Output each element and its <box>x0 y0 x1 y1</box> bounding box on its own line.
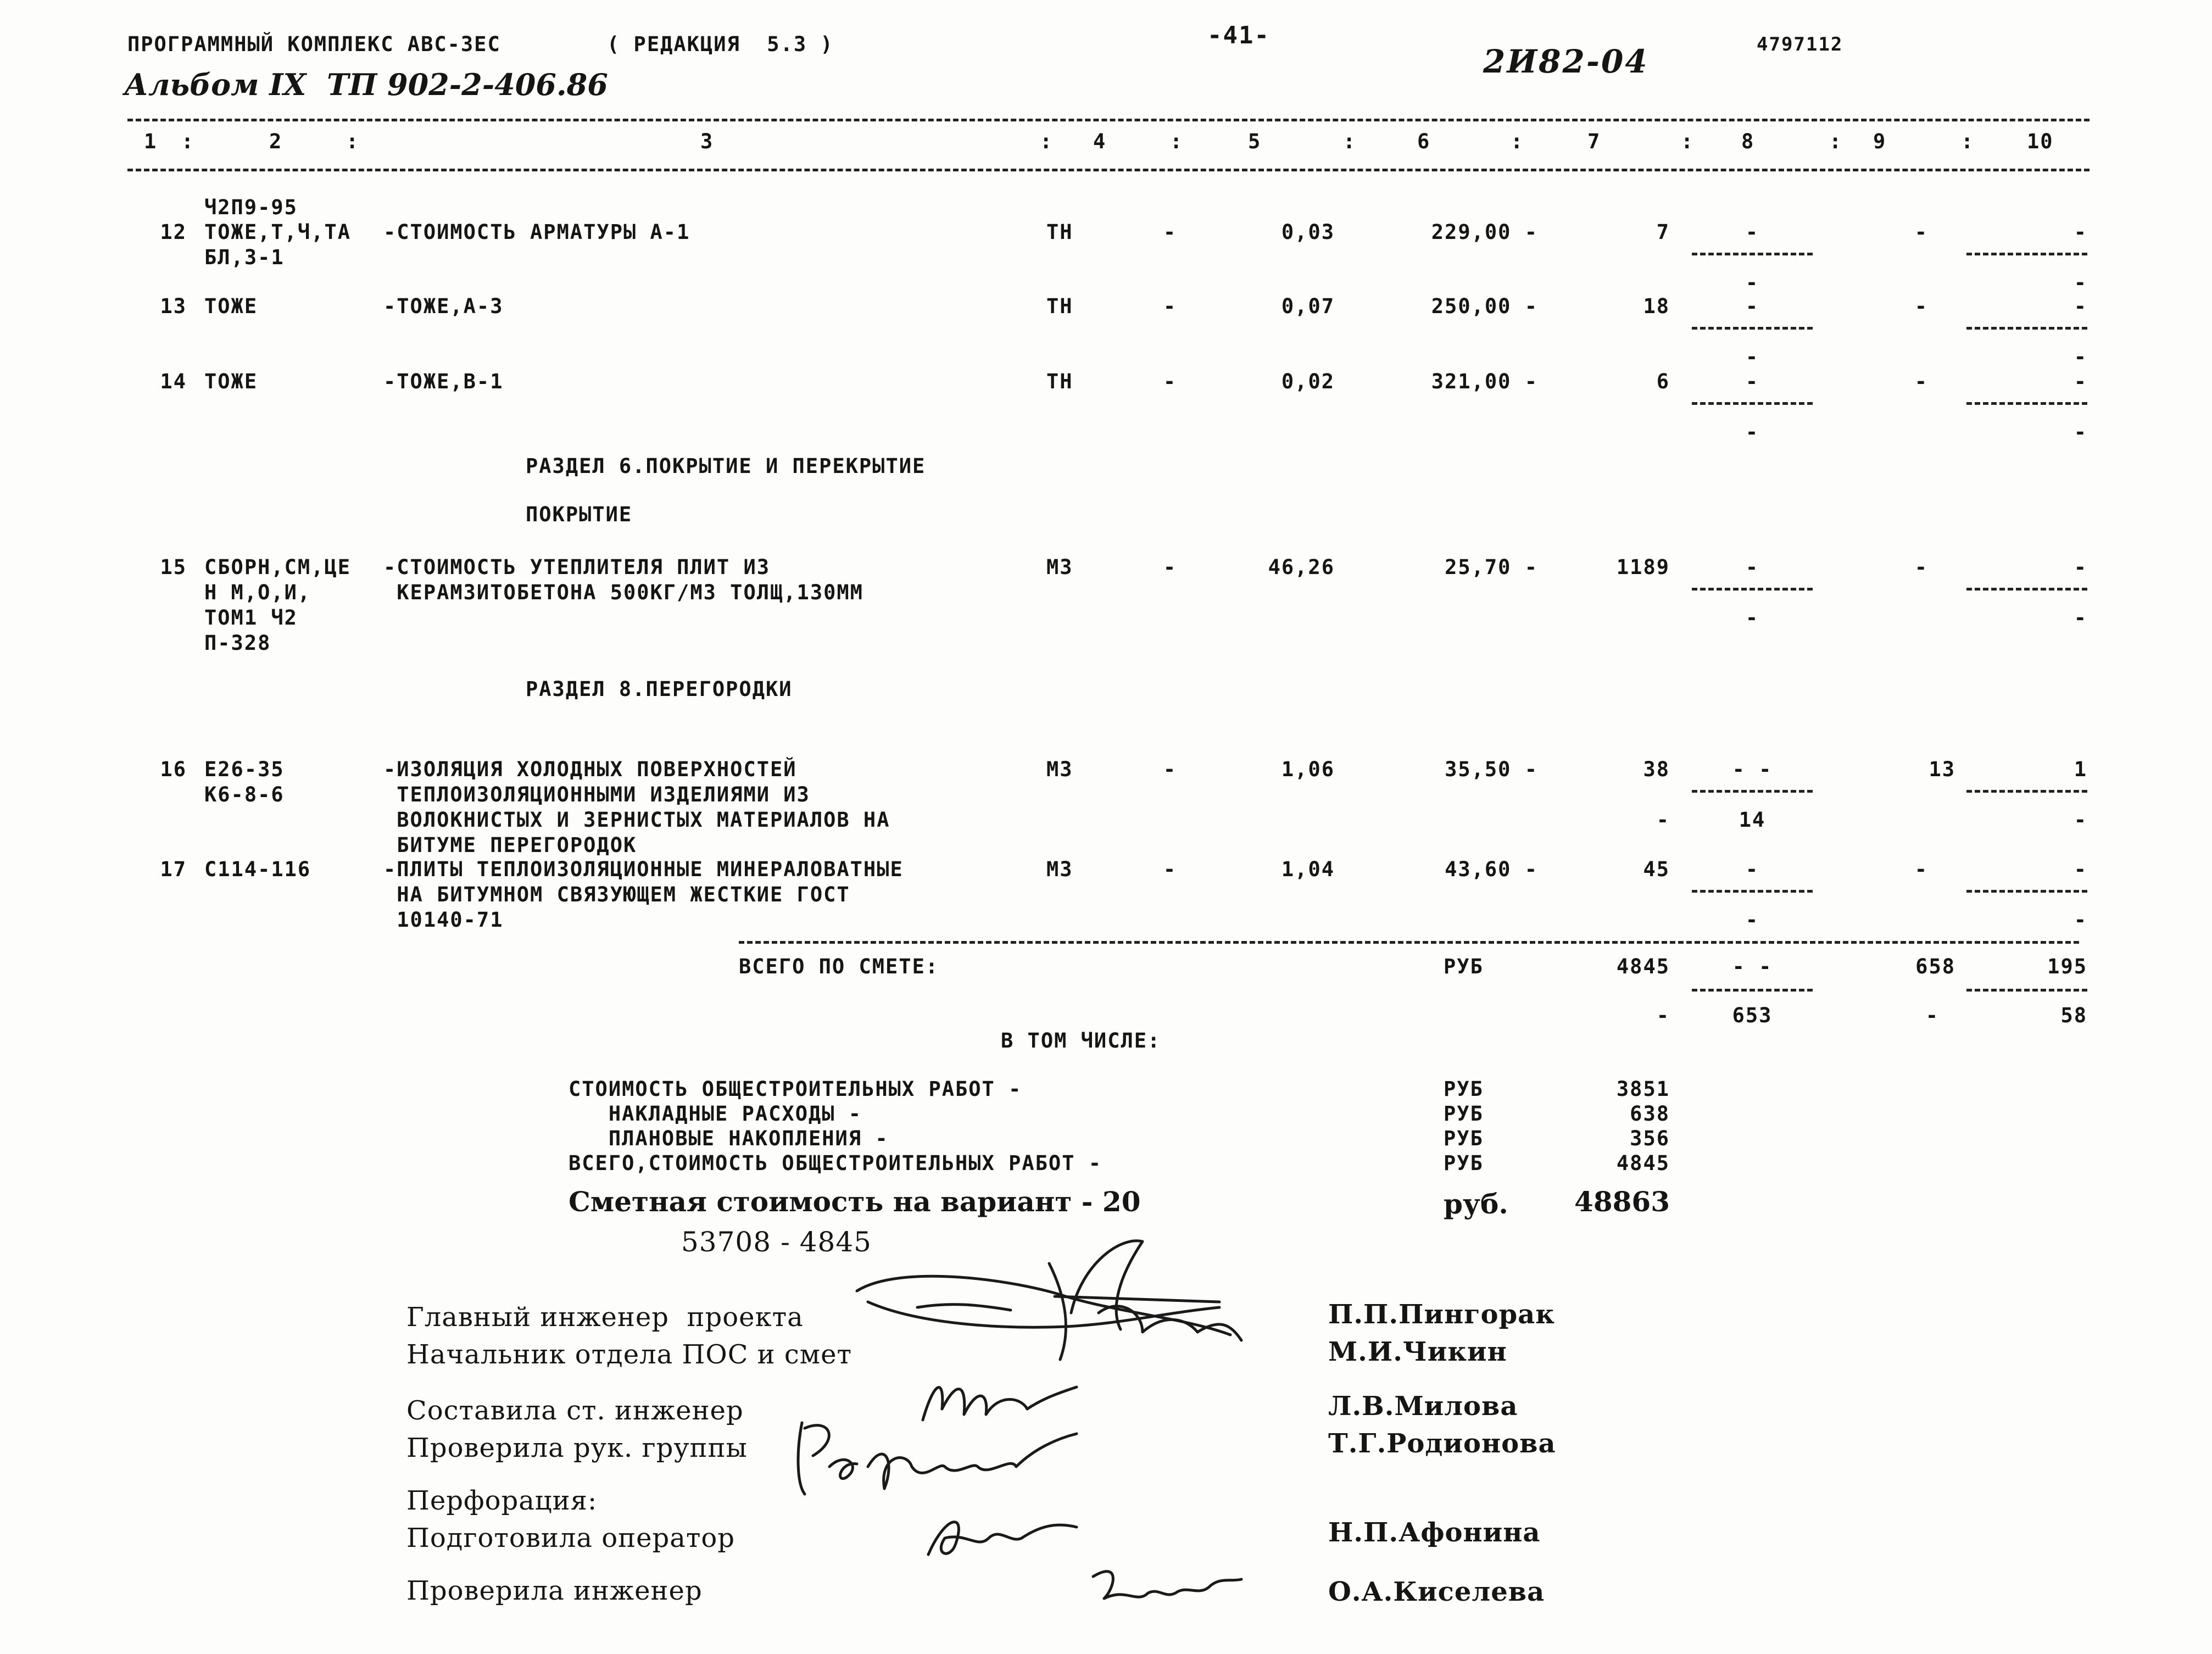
signature-kiseleva <box>1082 1555 1247 1620</box>
row-total: 18 <box>1643 294 1670 318</box>
column-header-3: 3 <box>700 130 714 153</box>
row-col9: 13 <box>1929 758 1955 781</box>
row-col8: - <box>1745 220 1759 244</box>
row-col5: - <box>1163 758 1177 781</box>
including-line-value: 356 <box>1630 1127 1670 1150</box>
row-unit-price: 229,00 - <box>1431 220 1538 244</box>
row-quantity: 0,03 <box>1281 220 1335 244</box>
row-description: -СТОИМОСТЬ УТЕПЛИТЕЛЯ ПЛИТ ИЗ <box>383 555 771 579</box>
row-col8-rule <box>1692 588 1813 591</box>
row-unit: ТН <box>1046 294 1073 318</box>
header-rule-bottom <box>127 169 2090 171</box>
including-line-value: 4845 <box>1616 1151 1670 1175</box>
row-total: 6 <box>1656 370 1670 393</box>
signatory-role: Главный инженер проекта <box>406 1302 804 1333</box>
row-unit: М3 <box>1046 555 1073 579</box>
row-col10: - <box>2074 555 2087 579</box>
row-col5: - <box>1163 857 1177 881</box>
row-quantity: 46,26 <box>1268 555 1335 579</box>
row-col10-rule <box>1966 890 2087 893</box>
totals-col9: 658 <box>1915 955 1955 978</box>
including-line-unit: РУБ <box>1444 1127 1484 1150</box>
row-col10-rule <box>1966 253 2087 255</box>
signature-afonina <box>912 1505 1099 1571</box>
signatory-name: Л.В.Милова <box>1328 1391 1518 1422</box>
column-separator: : <box>1511 130 1524 153</box>
row-number: 14 <box>160 370 187 393</box>
column-separator: : <box>1681 130 1695 153</box>
column-header-8: 8 <box>1741 130 1755 153</box>
edition-label: ( РЕДАКЦИЯ 5.3 ) <box>607 32 834 56</box>
row-description: НА БИТУМНОМ СВЯЗУЮЩЕМ ЖЕСТКИЕ ГОСТ <box>383 883 850 906</box>
totals-col8-sub: 653 <box>1732 1004 1773 1027</box>
row-total: 45 <box>1643 857 1670 881</box>
totals-col9-sub: - <box>1925 1004 1939 1027</box>
row-col8-sub: - <box>1745 606 1759 630</box>
including-line-label: ВСЕГО,СТОИМОСТЬ ОБЩЕСТРОИТЕЛЬНЫХ РАБОТ - <box>569 1151 1102 1175</box>
row-col5: - <box>1163 220 1177 244</box>
column-separator: : <box>1040 130 1054 153</box>
row-number: 13 <box>160 294 187 318</box>
totals-col8: - - <box>1732 955 1773 978</box>
row-quantity: 0,02 <box>1281 370 1335 393</box>
row-description: ВОЛОКНИСТЫХ И ЗЕРНИСТЫХ МАТЕРИАЛОВ НА <box>383 808 890 832</box>
signatory-name: Н.П.Афонина <box>1328 1517 1541 1548</box>
row-unit: М3 <box>1046 758 1073 781</box>
row-col5: - <box>1163 370 1177 393</box>
signatory-role: Составила ст. инженер <box>406 1395 744 1426</box>
row-total: 1189 <box>1616 555 1670 579</box>
column-header-7: 7 <box>1587 130 1601 153</box>
row-code: П-328 <box>204 631 271 655</box>
row-unit: ТН <box>1046 220 1073 244</box>
signatory-role: Начальник отдела ПОС и смет <box>406 1339 853 1370</box>
signatory-role: Подготовила оператор <box>406 1523 736 1553</box>
totals-label: ВСЕГО ПО СМЕТЕ: <box>739 955 939 978</box>
including-line-label: НАКЛАДНЫЕ РАСХОДЫ - <box>569 1102 862 1126</box>
row-unit-price: 25,70 - <box>1445 555 1538 579</box>
row-col10-sub: - <box>2074 606 2087 630</box>
variant-label: Сметная стоимость на вариант - 20 <box>569 1185 1141 1218</box>
column-separator: : <box>346 130 360 153</box>
row-code: Е26-35 <box>204 758 285 781</box>
row-col9: - <box>1914 370 1928 393</box>
signatory-name: П.П.Пингорак <box>1328 1299 1555 1330</box>
including-line-value: 3851 <box>1616 1077 1670 1101</box>
including-title: В ТОМ ЧИСЛЕ: <box>1001 1029 1161 1052</box>
row-number: 12 <box>160 220 187 244</box>
row-description: -ИЗОЛЯЦИЯ ХОЛОДНЫХ ПОВЕРХНОСТЕЙ <box>383 758 797 781</box>
row-col8-sub: - <box>1745 345 1759 369</box>
row-unit-price: 43,60 - <box>1445 857 1538 881</box>
doc-number: 4797112 <box>1757 34 1843 55</box>
row-col5: - <box>1163 555 1177 579</box>
row-col8: - - <box>1732 758 1773 781</box>
section-6-title: РАЗДЕЛ 6.ПОКРЫТИЕ И ПЕРЕКРЫТИЕ <box>526 454 926 478</box>
doc-code: 2И82-04 <box>1483 43 1649 80</box>
row-description: -ПЛИТЫ ТЕПЛОИЗОЛЯЦИОННЫЕ МИНЕРАЛОВАТНЫЕ <box>383 857 904 881</box>
row-code: БЛ,3-1 <box>204 246 285 269</box>
variant-value: 48863 <box>1574 1185 1670 1218</box>
row-code: ТОЖЕ,Т,Ч,ТА <box>204 220 352 244</box>
row-code: ТОЖЕ <box>204 370 258 393</box>
row-unit-price: 250,00 - <box>1431 294 1538 318</box>
column-separator: : <box>1829 130 1843 153</box>
row-unit-price: 35,50 - <box>1445 758 1538 781</box>
row-number: 17 <box>160 857 187 881</box>
signatory-role: Перфорация: <box>406 1485 598 1516</box>
section-8-title: РАЗДЕЛ 8.ПЕРЕГОРОДКИ <box>526 677 793 701</box>
row-col10: - <box>2074 294 2087 318</box>
row-description: -ТОЖЕ,В-1 <box>383 370 504 393</box>
column-header-6: 6 <box>1417 130 1431 153</box>
row-code: ТОЖЕ <box>204 294 258 318</box>
row-col8-rule <box>1692 890 1813 893</box>
row-description: КЕРАМЗИТОБЕТОНА 500КГ/М3 ТОЛЩ,130ММ <box>383 581 863 604</box>
totals-rule <box>739 941 2079 944</box>
row-col8-rule <box>1692 253 1813 255</box>
signature-rodionova <box>780 1406 1088 1500</box>
album-note: Альбом IX ТП 902-2-406.86 <box>124 67 608 102</box>
row-col8-rule <box>1692 327 1813 330</box>
row-col10-sub: - <box>2074 420 2087 444</box>
row-col10-rule <box>1966 588 2087 591</box>
row-col10-sub: - <box>2074 908 2087 932</box>
row-col8-rule <box>1692 790 1813 793</box>
row-col8: - <box>1745 370 1759 393</box>
row-col8-sub: - <box>1745 271 1759 294</box>
column-header-9: 9 <box>1873 130 1887 153</box>
signatory-name: Т.Г.Родионова <box>1328 1428 1556 1459</box>
row-description: БИТУМЕ ПЕРЕГОРОДОК <box>383 833 637 857</box>
row-col10: - <box>2074 220 2087 244</box>
totals-col8-rule <box>1692 989 1813 992</box>
row-col9: - <box>1914 294 1928 318</box>
row-col8-sub: - <box>1745 908 1759 932</box>
row-unit: ТН <box>1046 370 1073 393</box>
row-col10-rule <box>1966 790 2087 793</box>
row-col8-sub: 14 <box>1739 808 1766 832</box>
column-separator: : <box>1961 130 1975 153</box>
section-6-subtitle: ПОКРЫТИЕ <box>526 503 633 526</box>
program-title: ПРОГРАММНЫЙ КОМПЛЕКС АВС-3ЕС <box>127 32 501 56</box>
signatory-name: М.И.Чикин <box>1328 1336 1507 1367</box>
row-col10: - <box>2074 370 2087 393</box>
row-col9: - <box>1914 555 1928 579</box>
row-code-prefix: Ч2П9-95 <box>204 196 298 219</box>
signatory-role: Проверила рук. группы <box>406 1433 748 1463</box>
including-line-label: ПЛАНОВЫЕ НАКОПЛЕНИЯ - <box>569 1127 889 1150</box>
row-col10-rule <box>1966 402 2087 405</box>
row-quantity: 0,07 <box>1281 294 1335 318</box>
row-col10-rule <box>1966 327 2087 330</box>
row-total-sub: - <box>1656 808 1670 832</box>
column-separator: : <box>1343 130 1357 153</box>
row-unit-price: 321,00 - <box>1431 370 1538 393</box>
totals-col10: 195 <box>2047 955 2087 978</box>
row-col10-sub: - <box>2074 808 2087 832</box>
row-code: К6-8-6 <box>204 783 285 806</box>
row-total: 7 <box>1656 220 1670 244</box>
row-col8-rule <box>1692 402 1813 405</box>
row-col10: - <box>2074 857 2087 881</box>
signatory-name: О.А.Киселева <box>1328 1577 1545 1607</box>
row-col10-sub: - <box>2074 271 2087 294</box>
column-separator: : <box>181 130 195 153</box>
page-number: -41- <box>1207 21 1270 49</box>
column-header-5: 5 <box>1248 130 1262 153</box>
row-col9: - <box>1914 220 1928 244</box>
row-number: 16 <box>160 758 187 781</box>
row-col5: - <box>1163 294 1177 318</box>
row-col8: - <box>1745 294 1759 318</box>
row-quantity: 1,06 <box>1281 758 1335 781</box>
row-code: С114-116 <box>204 857 311 881</box>
row-description: -СТОИМОСТЬ АРМАТУРЫ А-1 <box>383 220 690 244</box>
column-header-10: 10 <box>2027 130 2054 153</box>
totals-sum: 4845 <box>1616 955 1670 978</box>
row-code: ТОМ1 Ч2 <box>204 606 298 630</box>
including-line-unit: РУБ <box>1444 1151 1484 1175</box>
row-description: -ТОЖЕ,А-3 <box>383 294 504 318</box>
header-rule-top <box>127 119 2090 121</box>
signature-chief-engineer <box>835 1230 1252 1373</box>
row-quantity: 1,04 <box>1281 857 1335 881</box>
row-code: СБОРН,СМ,ЦЕ <box>204 555 352 579</box>
row-unit: М3 <box>1046 857 1073 881</box>
column-separator: : <box>1170 130 1184 153</box>
totals-col10-sub: 58 <box>2060 1004 2087 1027</box>
row-col8: - <box>1745 555 1759 579</box>
row-total: 38 <box>1643 758 1670 781</box>
row-col10-sub: - <box>2074 345 2087 369</box>
row-col8: - <box>1745 857 1759 881</box>
row-col9: - <box>1914 857 1928 881</box>
including-line-label: СТОИМОСТЬ ОБЩЕСТРОИТЕЛЬНЫХ РАБОТ - <box>569 1077 1022 1101</box>
signatory-role: Проверила инженер <box>406 1575 703 1606</box>
variant-calc: 53708 - 4845 <box>681 1226 872 1258</box>
column-header-2: 2 <box>269 130 283 153</box>
including-line-unit: РУБ <box>1444 1077 1484 1101</box>
row-description: 10140-71 <box>383 908 504 932</box>
totals-unit: РУБ <box>1444 955 1484 978</box>
totals-sum-sub: - <box>1656 1004 1670 1027</box>
column-header-4: 4 <box>1093 130 1107 153</box>
totals-col10-rule <box>1966 989 2087 992</box>
row-number: 15 <box>160 555 187 579</box>
row-col10: 1 <box>2074 758 2087 781</box>
variant-unit: руб. <box>1444 1188 1508 1220</box>
column-header-1: 1 <box>144 130 158 153</box>
row-code: Н М,О,И, <box>204 581 311 604</box>
including-line-value: 638 <box>1630 1102 1670 1126</box>
including-line-unit: РУБ <box>1444 1102 1484 1126</box>
row-col8-sub: - <box>1745 420 1759 444</box>
row-description: ТЕПЛОИЗОЛЯЦИОННЫМИ ИЗДЕЛИЯМИ ИЗ <box>383 783 810 806</box>
